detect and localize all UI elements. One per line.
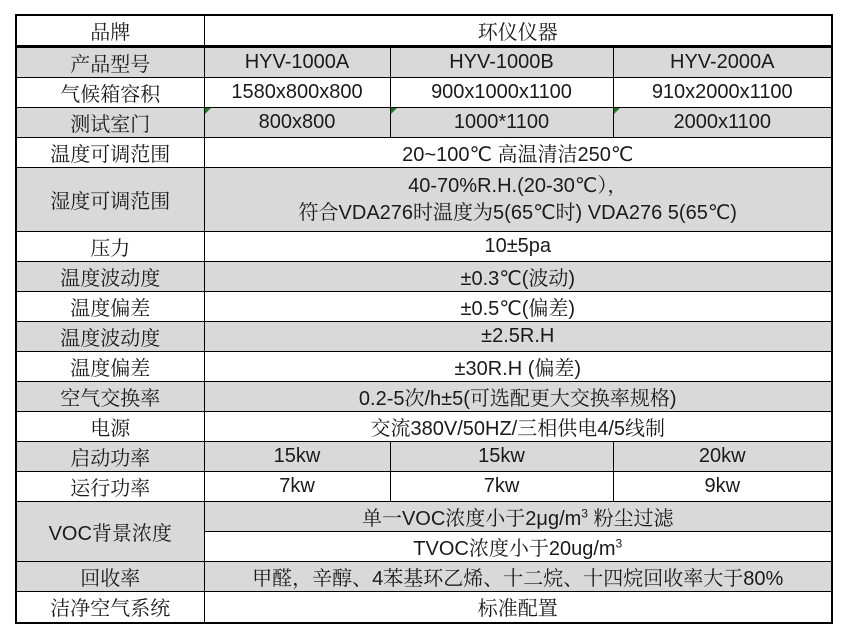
spec-value: [390, 108, 613, 138]
spec-label: 温度波动度: [16, 322, 204, 352]
spec-label: 压力: [16, 232, 204, 262]
spec-value: 900x1000x1100: [390, 78, 613, 108]
spec-value: 9kw: [613, 472, 832, 502]
spec-value: 环仪仪器: [204, 15, 832, 47]
spec-value: [204, 502, 832, 532]
spec-value: [204, 108, 390, 138]
excel-error-flag-icon: [614, 108, 620, 114]
spec-table: [15, 14, 833, 624]
spec-value: 7kw: [390, 472, 613, 502]
table-row: [16, 502, 832, 532]
spec-value-text: 2000x1100: [673, 111, 771, 133]
spec-label: 湿度可调范围: [16, 168, 204, 232]
spec-label: 运行功率: [16, 472, 204, 502]
spec-value: 甲醛，辛醇、4苯基环乙烯、十二烷、十四烷回收率大于80%: [204, 562, 832, 592]
table-row: [16, 562, 832, 592]
spec-value: ±2.5R.H: [204, 322, 832, 352]
table-row: [16, 138, 832, 168]
spec-label: 气候箱容积: [16, 78, 204, 108]
spec-value: 1580x800x800: [204, 78, 390, 108]
table-row: [16, 352, 832, 382]
spec-value: 15kw: [204, 442, 390, 472]
table-row: [16, 472, 832, 502]
table-row: [16, 322, 832, 352]
spec-label: 洁净空气系统: [16, 592, 204, 623]
excel-error-flag-icon: [205, 108, 211, 114]
table-row: [16, 47, 832, 78]
spec-value: ±30R.H (偏差): [204, 352, 832, 382]
spec-value: HYV-1000A: [204, 47, 390, 78]
voc-line-1-suffix: 粉尘过滤: [587, 508, 674, 530]
spec-value: 交流380V/50HZ/三相供电4/5线制: [204, 412, 832, 442]
spec-label: 回收率: [16, 562, 204, 592]
spec-value: 20~100℃ 高温清洁250℃: [204, 138, 832, 168]
table-row: [16, 108, 832, 138]
spec-value-text: 1000*1100: [453, 111, 550, 133]
spec-value: 20kw: [613, 442, 832, 472]
table-row: [16, 442, 832, 472]
spec-label: 温度偏差: [16, 292, 204, 322]
spec-value: HYV-1000B: [390, 47, 613, 78]
spec-value: 15kw: [390, 442, 613, 472]
spec-value: ±0.5℃(偏差): [204, 292, 832, 322]
spec-value: [613, 108, 832, 138]
table-row: [16, 232, 832, 262]
spec-label: 温度偏差: [16, 352, 204, 382]
spec-label: 温度可调范围: [16, 138, 204, 168]
voc-line-1-text: 单一VOC浓度小于2μg/m: [361, 508, 582, 530]
spec-label: 测试室门: [16, 108, 204, 138]
spec-label: VOC背景浓度: [16, 502, 204, 562]
superscript-3: 3: [581, 506, 588, 521]
table-row: [16, 382, 832, 412]
spec-value: 10±5pa: [204, 232, 832, 262]
spec-value: [204, 532, 832, 562]
spec-value: 标准配置: [204, 592, 832, 623]
table-row: [16, 78, 832, 108]
humidity-line-1: 40-70%R.H.(20-30℃），: [408, 174, 628, 197]
spec-label: 品牌: [16, 15, 204, 47]
table-row: [16, 15, 832, 47]
table-row: [16, 168, 832, 232]
spec-value-text: 800x800: [258, 111, 336, 133]
voc-line-2-text: TVOC浓度小于20ug/m: [413, 538, 616, 560]
humidity-line-2: 符合VDA276时温度为5(65℃时) VDA276 5(65℃): [298, 201, 737, 224]
table-row: [16, 262, 832, 292]
spec-label: 温度波动度: [16, 262, 204, 292]
spec-value: 7kw: [204, 472, 390, 502]
spec-label: 电源: [16, 412, 204, 442]
superscript-3: 3: [615, 536, 623, 551]
spec-value: 910x2000x1100: [613, 78, 832, 108]
spec-label: 启动功率: [16, 442, 204, 472]
excel-error-flag-icon: [391, 108, 397, 114]
spec-label: 空气交换率: [16, 382, 204, 412]
spec-value: ±0.3℃(波动): [204, 262, 832, 292]
table-row: [16, 292, 832, 322]
table-row: [16, 592, 832, 623]
spec-value: [204, 168, 832, 232]
table-row: [16, 412, 832, 442]
spec-label: 产品型号: [16, 47, 204, 78]
spec-value: 0.2-5次/h±5(可选配更大交换率规格): [204, 382, 832, 412]
spec-value: HYV-2000A: [613, 47, 832, 78]
